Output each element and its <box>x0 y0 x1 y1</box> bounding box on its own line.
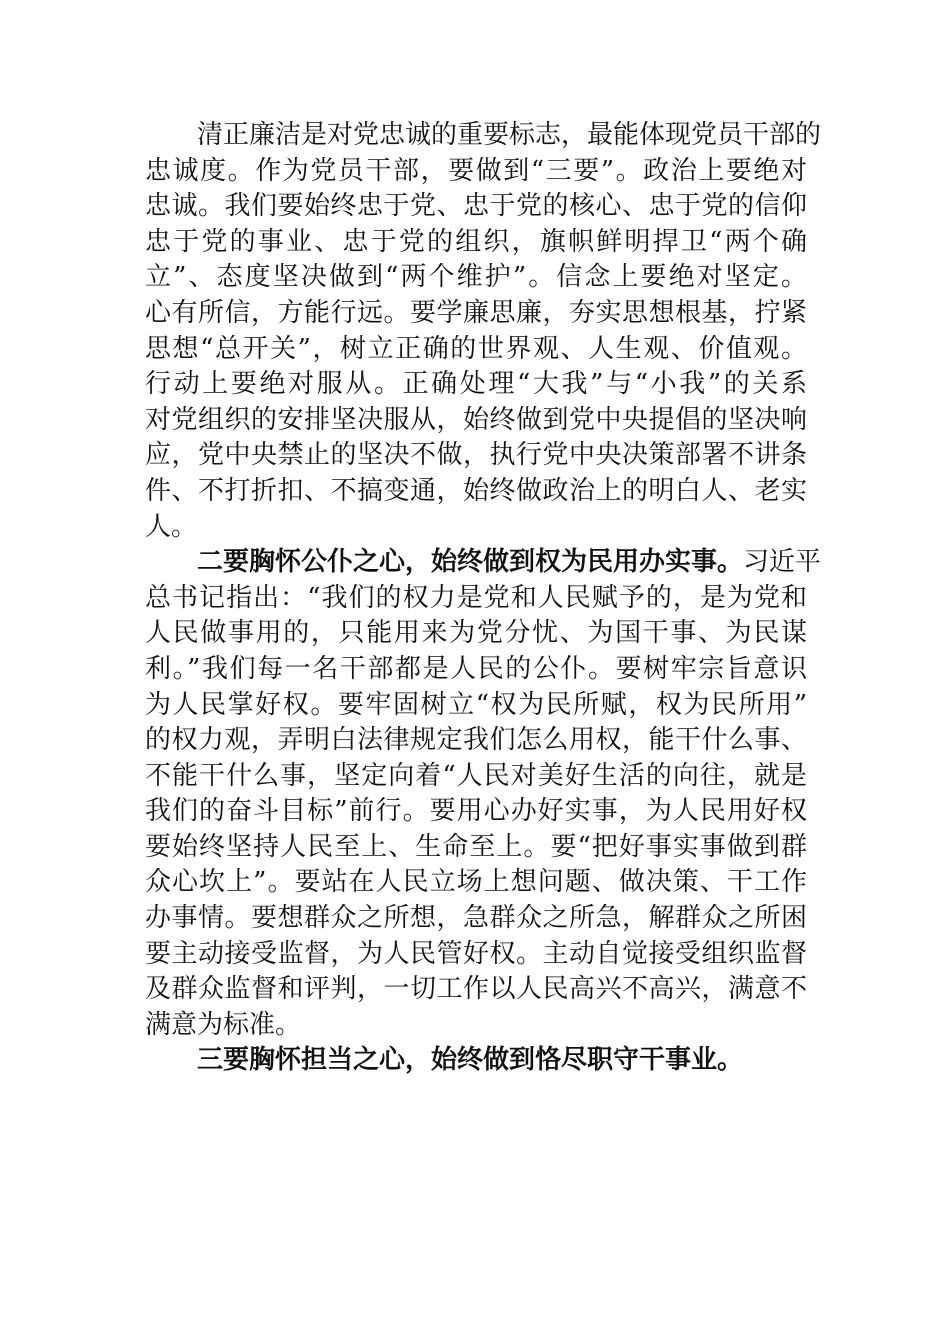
paragraph-line: 行动上要绝对服从。正确处理“大我”与“小我”的关系 <box>145 369 807 400</box>
paragraph-line: 的权力观，弄明白法律规定我们怎么用权，能干什么事、 <box>145 725 807 756</box>
paragraph-line: 及群众监督和评判，一切工作以人民高兴不高兴，满意不 <box>145 974 807 1005</box>
paragraph-line: 要始终坚持人民至上、生命至上。要“把好事实事做到群 <box>145 831 807 862</box>
paragraph-line: 为人民掌好权。要牢固树立“权为民所赋，权为民所用” <box>145 689 807 720</box>
paragraph-line: 忠诚度。作为党员干部，要做到“三要”。政治上要绝对 <box>145 155 807 186</box>
paragraph-line: 不能干什么事，坚定向着“人民对美好生活的向往，就是 <box>145 760 807 791</box>
paragraph-line: 清正廉洁是对党忠诚的重要标志，最能体现党员干部的 <box>197 120 822 150</box>
paragraph-line: 心有所信，方能行远。要学廉思廉，夯实思想根基，拧紧 <box>145 297 807 328</box>
paragraph-line: 人民做事用的，只能用来为党分忧、为国干事、为民谋 <box>145 618 807 649</box>
paragraph-line: 思想“总开关”，树立正确的世界观、人生观、价值观。 <box>145 333 807 364</box>
body-text <box>145 118 822 1079</box>
paragraph-responsibility <box>145 1043 807 1079</box>
paragraph-line: 利。”我们每一名干部都是人民的公仆。要树牢宗旨意识 <box>145 653 807 684</box>
paragraph-line: 办事情。要想群众之所想，急群众之所急，解群众之所困 <box>145 903 807 934</box>
paragraph-public-servant <box>145 545 822 1043</box>
paragraph-first-line <box>145 545 822 581</box>
paragraph-line: 件、不打折扣、不搞变通，始终做政治上的明白人、老实 <box>145 475 807 506</box>
paragraph-loyalty <box>145 118 822 545</box>
heading-continuation: 习近平 <box>743 547 822 578</box>
paragraph-line: 我们的奋斗目标”前行。要用心办好实事，为人民用好权 <box>145 796 807 827</box>
paragraph-line: 总书记指出：“我们的权力是党和人民赋予的，是为党和 <box>145 582 807 613</box>
paragraph-line: 对党组织的安排坚决服从，始终做到党中央提倡的坚决响 <box>145 404 807 435</box>
paragraph-line: 立”、态度坚决做到“两个维护”。信念上要绝对坚定。 <box>145 262 807 293</box>
paragraph-line: 忠于党的事业、忠于党的组织，旗帜鲜明捍卫“两个确 <box>145 226 807 257</box>
section-heading: 二要胸怀公仆之心，始终做到权为民用办实事。 <box>197 547 744 578</box>
section-heading: 三要胸怀担当之心，始终做到恪尽职守干事业。 <box>197 1045 744 1076</box>
paragraph-line: 要主动接受监督，为人民管好权。主动自觉接受组织监督 <box>145 938 807 969</box>
paragraph-line: 忠诚。我们要始终忠于党、忠于党的核心、忠于党的信仰 <box>145 191 807 222</box>
paragraph-line: 众心坎上”。要站在人民立场上想问题、做决策、干工作 <box>145 867 807 898</box>
paragraph-line: 人。 <box>145 511 198 542</box>
paragraph-line: 满意为标准。 <box>145 1009 302 1040</box>
paragraph-line: 应，党中央禁止的坚决不做，执行党中央决策部署不讲条 <box>145 440 807 471</box>
